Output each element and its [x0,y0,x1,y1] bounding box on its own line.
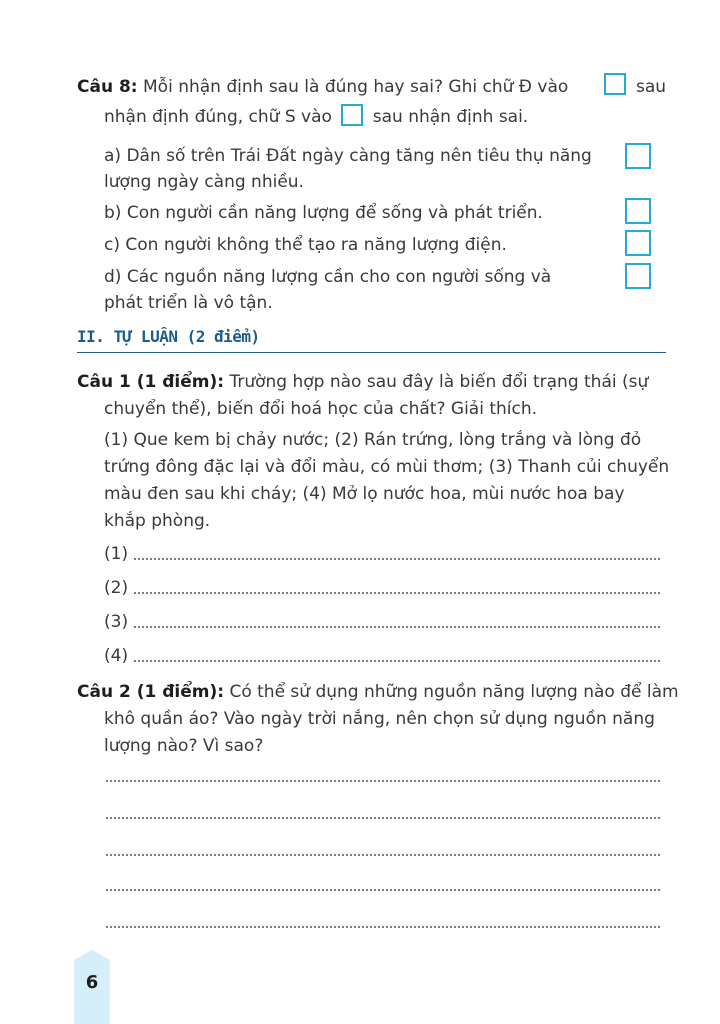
answer-box-c[interactable] [625,230,651,256]
answer-line-q2-4[interactable] [106,889,660,891]
statement-a-line2: lượng ngày càng nhiều. [104,172,304,192]
statement-d-line1: d) Các nguồn năng lượng cần cho con người sống và [104,267,552,287]
answer-box-a[interactable] [625,143,651,169]
statement-b-line1: b) Con người cần năng lượng để sống và phát triển. [104,203,543,223]
answer-label-1: (1) [104,544,129,564]
answer-box-b[interactable] [625,198,651,224]
question-8-text-b: sau [636,77,667,97]
answer-line-q2-3[interactable] [106,854,660,856]
answer-line-q2-2[interactable] [106,817,660,819]
question-1-para-2: trứng đông đặc lại và đổi màu, có mùi thơm; (3) Thanh củi chuyển [104,457,670,477]
answer-label-4: (4) [104,646,129,666]
statement-a-line1: a) Dân số trên Trái Đất ngày càng tăng nên tiêu thụ năng [104,146,592,166]
question-1-para-3: màu đen sau khi cháy; (4) Mở lọ nước hoa, mùi nước hoa bay [104,484,625,504]
question-1-label: Câu 1 (1 điểm): [77,372,225,392]
answer-line-3[interactable] [134,626,660,628]
answer-line-q2-5[interactable] [106,926,660,928]
question-8-line1 [77,74,568,100]
answer-box-d[interactable] [625,263,651,289]
answer-box-sample-true [604,73,626,95]
question-2-text-2: khô quần áo? Vào ngày trời nắng, nên chọn sử dụng nguồn năng [104,709,655,729]
statement-d-line2: phát triển là vô tận. [104,293,273,313]
question-2-line1 [77,679,679,705]
question-8-text-a: Mỗi nhận định sau là đúng hay sai? Ghi chữ Đ vào [143,77,569,97]
question-8-line2-a: nhận định đúng, chữ S vào [104,107,332,127]
question-8-line2-b: sau nhận định sai. [372,107,529,127]
section-heading: II. TỰ LUẬN (2 điểm) [77,327,260,346]
section-divider [77,352,666,353]
statement-c-line1: c) Con người không thể tạo ra năng lượng điện. [104,235,507,255]
question-8-line2 [104,104,528,130]
question-2-text-3: lượng nào? Vì sao? [104,736,264,756]
question-2-label: Câu 2 (1 điểm): [77,682,225,702]
answer-line-1[interactable] [134,558,660,560]
question-1-para-1: (1) Que kem bị chảy nước; (2) Rán trứng, lòng trắng và lòng đỏ [104,430,642,450]
answer-line-2[interactable] [134,592,660,594]
question-1-para-4: khắp phòng. [104,511,211,531]
answer-box-sample-false [341,104,363,126]
question-2-text-1: Có thể sử dụng những nguồn năng lượng nào để làm [229,682,679,702]
answer-label-3: (3) [104,612,129,632]
question-8-label: Câu 8: [77,77,138,97]
answer-label-2: (2) [104,578,129,598]
question-1-line1 [77,369,648,395]
question-1-text-2: chuyển thể), biến đổi hoá học của chất? Giải thích. [104,399,538,419]
answer-line-4[interactable] [134,660,660,662]
answer-line-q2-1[interactable] [106,780,660,782]
question-1-text-1: Trường hợp nào sau đây là biến đổi trạng thái (sự [229,372,649,392]
page-number: 6 [85,972,99,993]
